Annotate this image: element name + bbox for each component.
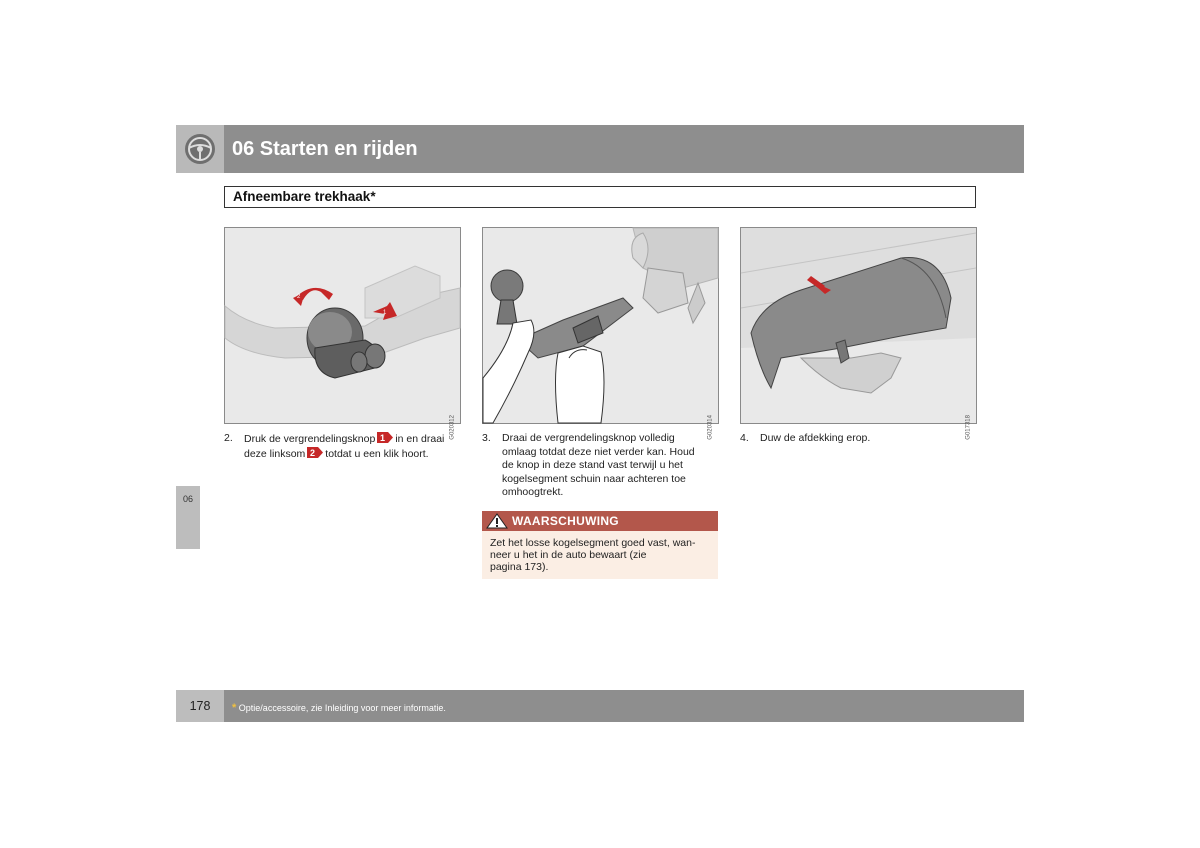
warning-text-line: neer u het in de auto bewaart (zie: [490, 549, 647, 561]
towbar-cover-illustration: [741, 228, 976, 423]
step-text-line: omlaag totdat deze niet verder kan. Houd: [502, 445, 695, 458]
footnote: [232, 702, 446, 714]
warning-header: [482, 511, 718, 531]
step-text-line: de knop in deze stand vast terwijl u het: [502, 459, 683, 471]
svg-text:1: 1: [383, 310, 387, 316]
step-text: totdat u een klik hoort.: [325, 447, 429, 460]
steering-wheel-icon: [184, 133, 216, 165]
section-title-box: [224, 186, 976, 208]
step-text: deze linksom: [244, 447, 306, 460]
step-text: in en draai: [395, 433, 445, 445]
step-number: 2.: [224, 432, 233, 444]
step-number: 3.: [482, 432, 491, 444]
step-text-line: Duw de afdekking erop.: [760, 432, 871, 444]
callout-2-badge: [307, 447, 323, 458]
step-text: Druk de vergrendelingsknop: [244, 433, 376, 445]
chapter-side-tab: [176, 486, 200, 549]
footer-bar: [224, 690, 1024, 722]
callout-1-badge: [377, 432, 393, 443]
section-title: Afneembare trekhaak*: [233, 189, 376, 204]
step-text-line: Draai de vergrendelingsknop volledig: [502, 432, 675, 444]
footnote-star: *: [232, 702, 237, 714]
step-text-line: kogelsegment schuin naar achteren toe: [502, 472, 686, 485]
figure-code: G017318: [966, 415, 972, 440]
warning-triangle-icon: [486, 513, 508, 529]
warning-text-line: pagina 173).: [490, 561, 549, 573]
page-number: 178: [189, 699, 211, 713]
warning-text: [490, 537, 712, 573]
step-text-line: omhoogtrekt.: [502, 486, 564, 498]
footnote-text: Optie/accessoire, zie Inleiding voor meer informatie.: [238, 703, 446, 713]
figure-code: G020314: [708, 415, 714, 440]
warning-text-line: Zet het losse kogelsegment goed vast, wan-: [490, 537, 696, 549]
chapter-icon-box: [176, 125, 224, 173]
svg-text:2: 2: [297, 294, 301, 300]
warning-title: WAARSCHUWING: [512, 514, 619, 528]
callout-1-label: 1: [380, 433, 386, 443]
step-number: 4.: [740, 432, 749, 444]
page-number-box: [176, 690, 224, 722]
callout-2-label: 2: [310, 447, 316, 458]
towbar-ball-removal-illustration: [483, 228, 718, 423]
chapter-title: 06 Starten en rijden: [232, 138, 418, 160]
towbar-knob-illustration: [225, 228, 460, 423]
figure-code: G020312: [450, 415, 456, 440]
warning-box: [482, 511, 718, 579]
side-tab-label: 06: [182, 494, 193, 504]
